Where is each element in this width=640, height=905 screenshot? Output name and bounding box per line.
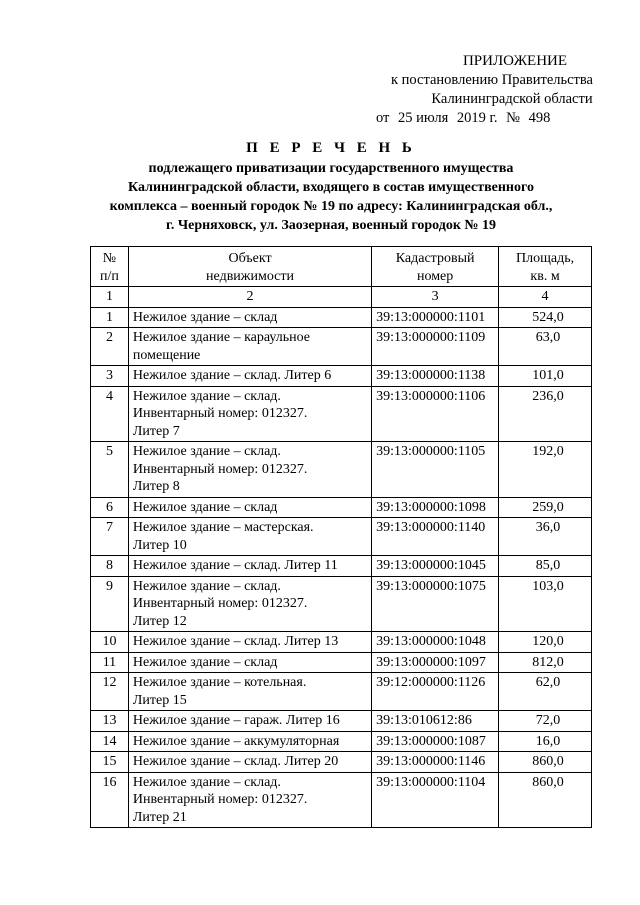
cadastral-number: 39:13:000000:1101 — [372, 307, 499, 328]
appendix-block — [372, 52, 612, 128]
cadastral-number: 39:13:000000:1138 — [372, 366, 499, 387]
cadastral-number: 39:13:000000:1104 — [372, 772, 499, 828]
object-name-line: Нежилое здание – склад — [132, 309, 278, 325]
object-name-line: Нежилое здание – аккумуляторная — [132, 733, 340, 749]
row-number: 13 — [91, 711, 129, 732]
header-cadastral: Кадастровый номер — [372, 247, 499, 287]
row-number: 15 — [91, 752, 129, 773]
row-number: 10 — [91, 632, 129, 653]
column-number: 2 — [128, 287, 371, 308]
row-number: 7 — [91, 518, 129, 556]
row-number: 2 — [91, 328, 129, 366]
object-name — [128, 518, 371, 556]
area-value: 259,0 — [499, 497, 592, 518]
object-name-line: Нежилое здание – склад. — [132, 388, 281, 404]
cadastral-number: 39:13:000000:1105 — [372, 442, 499, 498]
cadastral-number: 39:13:000000:1097 — [372, 652, 499, 673]
area-value: 860,0 — [499, 752, 592, 773]
object-name — [128, 328, 371, 366]
object-name-line: Нежилое здание – склад. Литер 20 — [132, 754, 339, 769]
object-name — [128, 752, 371, 773]
object-name — [128, 772, 371, 828]
object-name-line: Нежилое здание – склад — [132, 654, 278, 670]
date-value: 25 июля — [398, 110, 449, 126]
table-row — [91, 497, 592, 518]
object-name — [128, 386, 371, 442]
table-row — [91, 772, 592, 828]
table-row — [91, 328, 592, 366]
row-number: 5 — [91, 442, 129, 498]
appendix-line-1: к постановлению Правительства — [391, 72, 593, 88]
object-name — [128, 442, 371, 498]
object-name — [128, 731, 371, 752]
object-name-line: Инвентарный номер: 012327. — [132, 406, 308, 421]
appendix-date — [372, 109, 612, 128]
table-row — [91, 556, 592, 577]
header-object: Объект недвижимости — [128, 247, 371, 287]
area-value: 103,0 — [499, 576, 592, 632]
document-heading — [96, 138, 566, 235]
cadastral-number: 39:12:000000:1126 — [372, 673, 499, 711]
object-name — [128, 632, 371, 653]
cadastral-number: 39:13:000000:1048 — [372, 632, 499, 653]
row-number: 6 — [91, 497, 129, 518]
document-subtitle — [96, 159, 566, 235]
object-name — [128, 673, 371, 711]
object-name-line: Литер 7 — [132, 423, 180, 439]
cadastral-number: 39:13:000000:1109 — [372, 328, 499, 366]
row-number: 1 — [91, 307, 129, 328]
cadastral-number: 39:13:000000:1140 — [372, 518, 499, 556]
object-name — [128, 711, 371, 732]
object-name-line: Нежилое здание – склад. Литер 6 — [132, 368, 332, 383]
subtitle-line: г. Черняховск, ул. Заозерная, военный городок № 19 — [166, 218, 496, 233]
object-name-line: Нежилое здание – гараж. Литер 16 — [132, 713, 340, 728]
cadastral-number: 39:13:010612:86 — [372, 711, 499, 732]
table-body — [91, 307, 592, 828]
object-name-line: Инвентарный номер: 012327. — [132, 461, 308, 477]
row-number: 9 — [91, 576, 129, 632]
appendix-title: ПРИЛОЖЕНИЕ — [462, 53, 568, 69]
row-number: 16 — [91, 772, 129, 828]
table-row — [91, 752, 592, 773]
object-name-line: Нежилое здание – мастерская. — [132, 520, 314, 535]
object-name-line: Нежилое здание – склад — [132, 499, 278, 515]
object-name — [128, 497, 371, 518]
table-row — [91, 366, 592, 387]
object-name — [128, 652, 371, 673]
appendix-line-2: Калининградской области — [431, 91, 593, 107]
object-name-line: Литер 12 — [132, 613, 187, 629]
table-row — [91, 673, 592, 711]
area-value: 812,0 — [499, 652, 592, 673]
column-number: 4 — [499, 287, 592, 308]
object-name-line: помещение — [132, 347, 201, 363]
row-number: 8 — [91, 556, 129, 577]
subtitle-line: Калининградской области, входящего в состав имущественного — [128, 180, 534, 195]
area-value: 72,0 — [499, 711, 592, 732]
area-value: 192,0 — [499, 442, 592, 498]
area-value: 62,0 — [499, 673, 592, 711]
object-name-line: Нежилое здание – склад. — [132, 774, 281, 790]
table-row — [91, 652, 592, 673]
row-number: 4 — [91, 386, 129, 442]
object-name-line: Нежилое здание – котельная. — [132, 675, 307, 690]
object-name — [128, 556, 371, 577]
object-name-line: Нежилое здание – склад. — [132, 444, 281, 459]
area-value: 85,0 — [499, 556, 592, 577]
object-name-line: Инвентарный номер: 012327. — [132, 792, 308, 807]
table-row — [91, 576, 592, 632]
object-name — [128, 307, 371, 328]
object-name-line: Литер 10 — [132, 537, 187, 553]
table-row — [91, 307, 592, 328]
table-row — [91, 442, 592, 498]
table-row — [91, 518, 592, 556]
cadastral-number: 39:13:000000:1075 — [372, 576, 499, 632]
column-number: 1 — [91, 287, 129, 308]
area-value: 63,0 — [499, 328, 592, 366]
table-row — [91, 386, 592, 442]
area-value: 101,0 — [499, 366, 592, 387]
subtitle-line: комплекса – военный городок № 19 по адресу: Калининградская обл., — [109, 199, 553, 214]
area-value: 36,0 — [499, 518, 592, 556]
row-number: 12 — [91, 673, 129, 711]
object-name-line: Литер 8 — [132, 479, 180, 494]
table-row — [91, 711, 592, 732]
area-value: 236,0 — [499, 386, 592, 442]
object-name-line: Инвентарный номер: 012327. — [132, 596, 308, 611]
area-value: 524,0 — [499, 307, 592, 328]
resolution-number: 498 — [528, 110, 551, 126]
header-row — [91, 247, 592, 287]
area-value: 120,0 — [499, 632, 592, 653]
column-number: 3 — [372, 287, 499, 308]
date-prefix: от — [376, 110, 390, 126]
object-name-line: Нежилое здание – склад. — [132, 578, 281, 594]
subtitle-line: подлежащего приватизации государственного имущества — [148, 161, 514, 176]
table-row — [91, 731, 592, 752]
object-name-line: Литер 21 — [132, 809, 187, 825]
cadastral-number: 39:13:000000:1146 — [372, 752, 499, 773]
row-number: 3 — [91, 366, 129, 387]
object-name-line: Нежилое здание – склад. Литер 13 — [132, 634, 339, 649]
cadastral-number: 39:13:000000:1087 — [372, 731, 499, 752]
cadastral-number: 39:13:000000:1098 — [372, 497, 499, 518]
object-name — [128, 366, 371, 387]
area-value: 860,0 — [499, 772, 592, 828]
column-number-row — [91, 287, 592, 308]
row-number: 11 — [91, 652, 129, 673]
object-name — [128, 576, 371, 632]
date-year: 2019 г. — [456, 110, 498, 126]
area-value: 16,0 — [499, 731, 592, 752]
cadastral-number: 39:13:000000:1106 — [372, 386, 499, 442]
object-name-line: Нежилое здание – караульное — [132, 330, 311, 345]
table-row — [91, 632, 592, 653]
header-number: № п/п — [91, 247, 129, 287]
cadastral-number: 39:13:000000:1045 — [372, 556, 499, 577]
property-table — [90, 246, 592, 828]
number-label: № — [506, 110, 520, 126]
object-name-line: Нежилое здание – склад. Литер 11 — [132, 558, 338, 573]
header-area: Площадь, кв. м — [499, 247, 592, 287]
object-name-line: Литер 15 — [132, 692, 187, 708]
document-title: П Е Р Е Ч Е Н Ь — [246, 140, 416, 156]
row-number: 14 — [91, 731, 129, 752]
